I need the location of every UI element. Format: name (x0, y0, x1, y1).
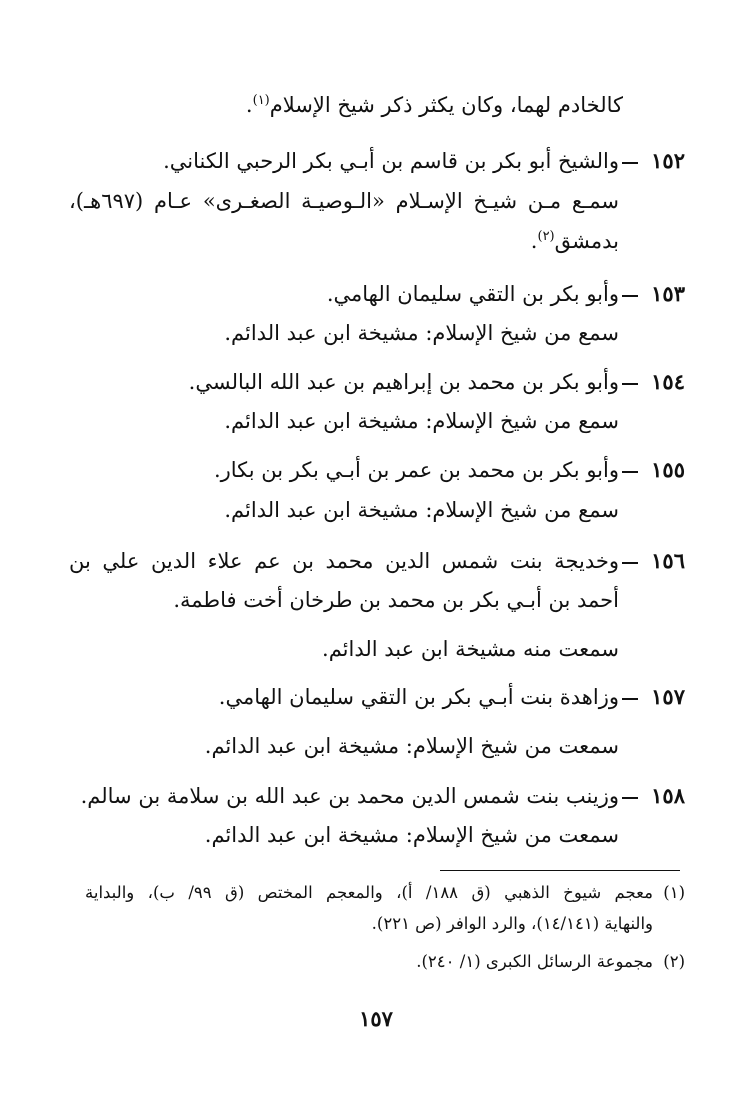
entry-dash (622, 797, 638, 799)
entry-number: ١٥٢ (651, 148, 685, 173)
entry-body-line: أحمد بن أبـي بكر بن محمد بن طرخان أخت فاطمة. (173, 588, 619, 612)
entry-body-line: سمع من شيخ الإسلام: مشيخة ابن عبد الدائم. (224, 321, 619, 345)
entry-number: ١٥٦ (651, 548, 685, 573)
entry-body-line: سمعت منه مشيخة ابن عبد الدائم. (322, 637, 619, 661)
entry-body-line: سمع من شيخ الإسلام: مشيخة ابن عبد الدائم. (224, 498, 619, 522)
footnote-ref: (٢) (537, 229, 555, 244)
entry-title: والشيخ أبو بكر بن قاسم بن أبـي بكر الرحبي الكناني. (163, 149, 619, 173)
entry-title: وزينب بنت شمس الدين محمد بن عبد الله بن سلامة بن سالم. (80, 784, 619, 808)
footnote-text: مجموعة الرسائل الكبرى (١/ ٢٤٠). (416, 952, 653, 971)
entry-dash (622, 562, 638, 564)
footnote-ref: (١) (252, 93, 270, 108)
opening-line (246, 90, 623, 120)
entry-number: ١٥٥ (651, 457, 685, 482)
entry-dash (622, 383, 638, 385)
entry-title: وزاهدة بنت أبـي بكر بن التقي سليمان الهامي. (218, 685, 619, 709)
entry-number: ١٥٤ (651, 369, 685, 394)
entry-body-line: سمعت من شيخ الإسلام: مشيخة ابن عبد الدائم. (204, 734, 619, 758)
entry-body-line: سمع من شيخ الإسلام: مشيخة ابن عبد الدائم. (224, 409, 619, 433)
footnote-text: والنهاية (١٤/١٤١)، والرد الوافر (ص ٢٢١). (371, 914, 653, 933)
footnote-separator (440, 870, 680, 871)
footnote-marker: (٢) (663, 952, 685, 971)
page-number: ١٥٧ (359, 1006, 393, 1031)
entry-tail-period: . (530, 229, 538, 253)
entry-number: ١٥٣ (651, 281, 685, 306)
entry-body-line: سمعت من شيخ الإسلام: مشيخة ابن عبد الدائم. (204, 823, 619, 847)
opening-text: كالخادم لهما، وكان يكثر ذكر شيخ الإسلام (269, 93, 623, 117)
entry-number: ١٥٨ (651, 783, 685, 808)
entry-title: وأبو بكر بن محمد بن إبراهيم بن عبد الله البالسي. (188, 370, 619, 394)
entry-body-line (531, 226, 619, 256)
entry-dash (622, 162, 638, 164)
entry-body-line: سمـع مـن شيـخ الإسـلام «الـوصيـة الصغـرى» عـام (٦٩٧هـ)، (69, 189, 619, 213)
entry-dash (622, 471, 638, 473)
entry-title: وأبو بكر بن التقي سليمان الهامي. (326, 282, 619, 306)
entry-number: ١٥٧ (651, 684, 685, 709)
footnote-marker: (١) (663, 883, 685, 902)
opening-period: . (245, 93, 253, 117)
entry-dash (622, 698, 638, 700)
footnote-text: معجم شيوخ الذهبي (ق ١٨٨/ أ)، والمعجم المختص (ق ٩٩/ ب)، والبداية (85, 883, 653, 902)
entry-title: وأبو بكر بن محمد بن عمر بن أبـي بكر بن بكار. (213, 458, 619, 482)
entry-title: وخديجة بنت شمس الدين محمد بن عم علاء الدين علي بن (69, 549, 619, 573)
entry-tail-text: بدمشق (554, 229, 619, 253)
entry-dash (622, 295, 638, 297)
